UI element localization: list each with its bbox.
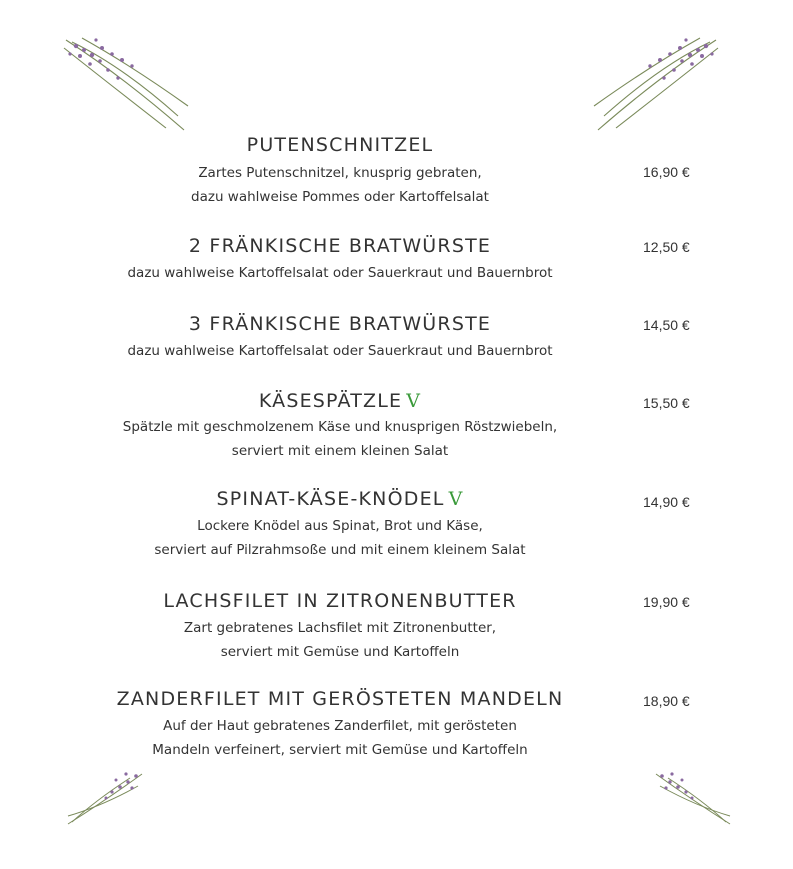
dish-price: 12,50 € [643,239,690,255]
vegetarian-badge: V [406,390,422,412]
description-line: serviert mit einem kleinen Salat [231,443,449,459]
dish-description [40,514,640,562]
lavender-sprig-icon [62,36,192,136]
lavender-sprig-icon [590,36,720,136]
description-line: Zart gebratenes Lachsfilet mit Zitronenbutter, [183,620,497,636]
dish-price: 14,90 € [643,494,690,510]
dish-price: 14,50 € [643,317,690,333]
dish-title: 3 FRÄNKISCHE BRATWÜRSTE [188,313,492,335]
description-line: Lockere Knödel aus Spinat, Brot und Käse, [197,518,483,534]
description-line: dazu wahlweise Pommes oder Kartoffelsalat [191,189,489,205]
description-line: Auf der Haut gebratenes Zanderfilet, mit gerösteten [163,718,517,734]
description-line: Zartes Putenschnitzel, knusprig gebraten, [198,165,482,181]
description-line: serviert auf Pilzrahmsoße und mit einem kleinem Salat [154,542,526,558]
description-line: Mandeln verfeinert, serviert mit Gemüse und Kartoffeln [152,742,528,758]
dish-price: 15,50 € [643,395,690,411]
description-line: serviert mit Gemüse und Kartoffeln [220,644,460,660]
dish-description [40,415,640,463]
dish-title: LACHSFILET IN ZITRONENBUTTER [163,590,517,612]
dish-description [40,616,640,664]
description-line: Spätzle mit geschmolzenem Käse und knusprigen Röstzwiebeln, [122,419,558,435]
lavender-sprig-icon [66,770,146,826]
description-line: dazu wahlweise Kartoffelsalat oder Sauerkraut und Bauernbrot [127,343,553,359]
dish-description [40,339,640,363]
dish-price: 16,90 € [643,164,690,180]
dish-title: 2 FRÄNKISCHE BRATWÜRSTE [188,235,492,257]
dish-title: ZANDERFILET MIT GERÖSTETEN MANDELN [116,688,564,710]
dish-price: 18,90 € [643,693,690,709]
dish-title: KÄSESPÄTZLE V [258,390,422,412]
dish-description [40,261,640,285]
description-line: dazu wahlweise Kartoffelsalat oder Sauerkraut und Bauernbrot [127,265,553,281]
dish-description [40,714,640,762]
dish-price: 19,90 € [643,594,690,610]
lavender-sprig-icon [652,770,732,826]
dish-description [40,161,640,209]
dish-title: PUTENSCHNITZEL [246,134,434,156]
vegetarian-badge: V [448,488,464,510]
dish-title: SPINAT-KÄSE-KNÖDEL V [216,488,464,510]
